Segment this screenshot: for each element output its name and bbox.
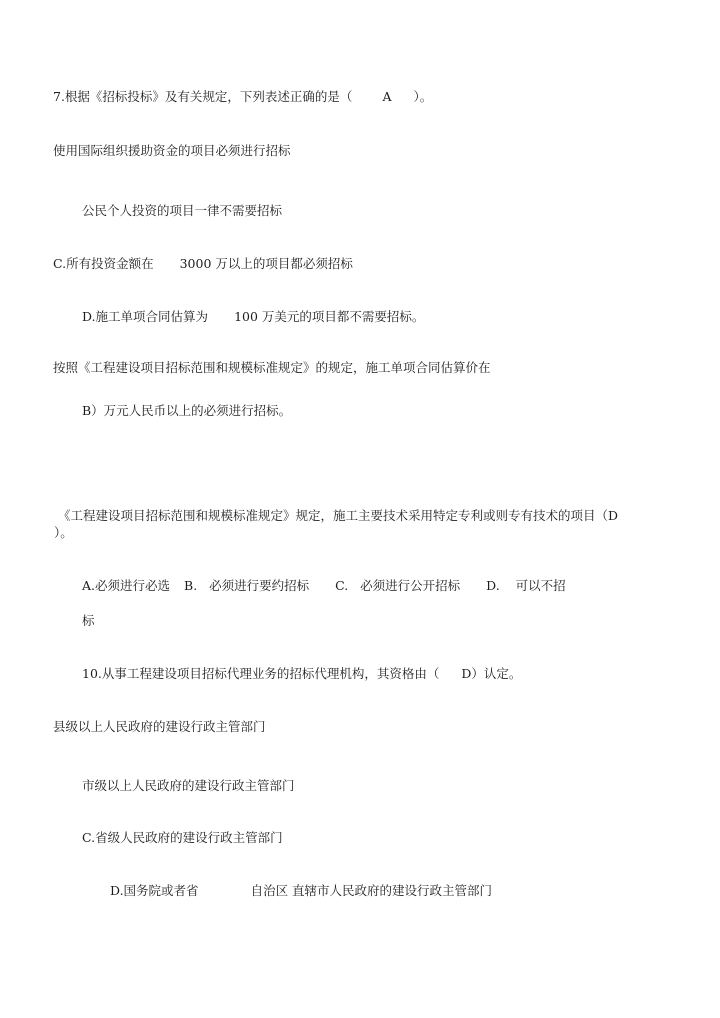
q7-option-d-part1: D.施工单项合同估算为 <box>82 309 209 324</box>
q9-stem-line1: 《工程建设项目招标范围和规模标准规定》规定，施工主要技术采用特定专利或则专有技术的项目（D <box>58 508 619 523</box>
q7-option-c-part2: 3000 万以上的项目都必须招标 <box>179 256 353 271</box>
q10-stem: 10.从事工程建设项目招标代理业务的招标代理机构，其资格由（ <box>82 666 440 681</box>
q10-option-b: 市级以上人民政府的建设行政主管部门 <box>82 778 295 793</box>
q9-options-line <box>82 578 566 594</box>
q10-option-a: 县级以上人民政府的建设行政主管部门 <box>53 719 266 734</box>
q9-option-d: D. 可以不招 <box>486 578 566 593</box>
q7-stem: 7.根据《招标投标》及有关规定，下列表述正确的是（ <box>53 89 353 104</box>
q10-option-d-part1: D.国务院或者省 <box>110 883 199 898</box>
q9-option-a: A.必须进行必选 <box>82 578 171 593</box>
q8-stem: 按照《工程建设项目招标范围和规模标准规定》的规定，施工单项合同估算价在 <box>53 360 491 375</box>
q10-option-d-part2: 自治区 直辖市人民政府的建设行政主管部门 <box>250 883 493 898</box>
q10-option-c: C.省级人民政府的建设行政主管部门 <box>82 830 283 845</box>
q7-option-b: 公民个人投资的项目一律不需要招标 <box>82 203 283 218</box>
q10-stem-line <box>82 666 521 682</box>
q7-option-d-part2: 100 万美元的项目都不需要招标。 <box>234 309 425 324</box>
q7-stem-end: ）。 <box>413 89 433 104</box>
q9-stem-line2: ）。 <box>54 525 73 540</box>
q7-option-d-line <box>82 309 424 325</box>
q10-option-d-line <box>110 883 492 899</box>
q7-option-a: 使用国际组织援助资金的项目必须进行招标 <box>53 143 291 158</box>
q7-option-c-part1: C.所有投资金额在 <box>53 256 154 271</box>
q9-option-d-continuation: 标 <box>82 613 95 628</box>
q9-option-b: B. 必须进行要约招标 <box>184 578 310 593</box>
q7-option-c-line <box>53 256 353 272</box>
q7-stem-line <box>53 89 432 105</box>
q9-option-c: C. 必须进行公开招标 <box>335 578 461 593</box>
q8-line2: B）万元人民币以上的必须进行招标。 <box>82 403 292 418</box>
q10-answer: D）认定。 <box>461 666 522 681</box>
q7-answer: A <box>382 89 392 104</box>
